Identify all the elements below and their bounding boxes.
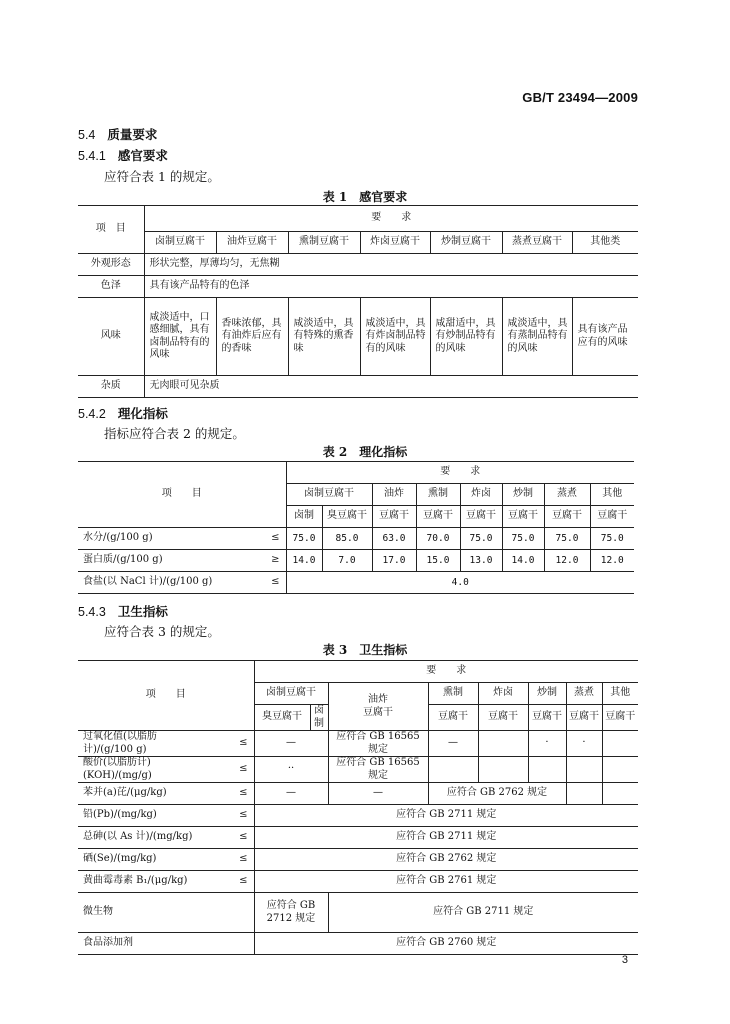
table3-cell [602,731,638,757]
section-title: 卫生指标 [117,604,168,619]
table1-cell: 具有该产品特有的色泽 [144,276,638,298]
table3-cell [428,757,478,783]
table2-req-header: 要 求 [286,462,634,484]
table3-col-sub: 卤制 [310,705,328,731]
table1-col: 炒制豆腐干 [430,232,502,254]
table3-cell: · [528,731,566,757]
table1-row-label: 外观形态 [78,254,144,276]
table1-cell: 咸淡适中，具有炸卤制品特有的风味 [360,298,430,376]
table2-col-top: 油炸 [372,484,416,506]
table1-col: 其他类 [572,232,638,254]
section-title: 质量要求 [107,127,158,142]
table3-row-sign: ≤ [208,805,254,827]
table3-row-label: 食品添加剂 [78,933,254,955]
table1-col: 卤制豆腐干 [144,232,216,254]
table2-cell: 14.0 [286,550,322,572]
table3-cell [478,731,528,757]
table2-col-bottom: 豆腐干 [544,506,590,528]
table1-item-header: 项 目 [78,206,144,254]
table3-cell [602,783,638,805]
table3-item-header: 项 目 [78,661,254,731]
table2-col-top: 熏制 [416,484,460,506]
table2-row-sign: ≤ [248,572,286,594]
table2-cell: 17.0 [372,550,416,572]
table2-cell: 85.0 [322,528,372,550]
table-sensory [78,205,638,398]
table3-col-fried-top: 油炸 [368,694,388,705]
table3-cell: 应符合 GB 2760 规定 [254,933,638,955]
table3-col-fried-bottom: 豆腐干 [363,706,393,718]
table3-row-label: 总砷(以 As 计)/(mg/kg) [78,827,208,849]
table3-cell: · [566,731,602,757]
table1-col: 油炸豆腐干 [216,232,288,254]
table2-cell: 4.0 [286,572,634,594]
section-number: 5.4 [78,128,96,142]
table3-col-group: 卤制豆腐干 [254,683,328,705]
table2-cell: 15.0 [416,550,460,572]
table1-cell: 咸淡适中，具有蒸制品特有的风味 [502,298,572,376]
table2-cell: 75.0 [286,528,322,550]
table3-row-label: 黄曲霉毒素 B₁/(μg/kg) [78,871,208,893]
table3-cell: 应符合 GB 2712 规定 [254,893,328,933]
table3-row-label: 微生物 [78,893,254,933]
table3-row-sign: ≤ [208,871,254,893]
table3-cell [566,757,602,783]
table3-col-sub: 臭豆腐干 [254,705,310,731]
table3-col-bottom: 豆腐干 [602,705,638,731]
table2-cell: 7.0 [322,550,372,572]
table3-row-label: 苯并(a)芘/(μg/kg) [78,783,208,805]
table2-cell: 13.0 [460,550,502,572]
table2-cell: 12.0 [590,550,634,572]
table3-col-top: 炒制 [528,683,566,705]
table3-caption: 表 3 卫生指标 [322,643,408,657]
table3-row-sign: ≤ [208,827,254,849]
table3-cell: 应符合 GB 16565 规定 [328,757,428,783]
table2-item-header: 项 目 [78,462,286,528]
table2-cell: 75.0 [502,528,544,550]
table3-col-bottom: 豆腐干 [428,705,478,731]
table1-row-label: 杂质 [78,376,144,398]
page-number: 3 [621,954,628,966]
table2-col-top: 其他 [590,484,634,506]
table2-col-bottom: 豆腐干 [502,506,544,528]
table3-cell [566,783,602,805]
table3-cell: 应符合 GB 2762 规定 [254,849,638,871]
table2-col-bottom: 豆腐干 [590,506,634,528]
table2-caption: 表 2 理化指标 [322,445,408,459]
table3-col-top: 蒸煮 [566,683,602,705]
table1-col: 熏制豆腐干 [288,232,360,254]
table2-col-top: 蒸煮 [544,484,590,506]
section-text: 应符合表 3 的规定。 [104,624,220,639]
section-number: 5.4.2 [78,407,106,421]
table2-col-top: 炸卤 [460,484,502,506]
table1-col: 炸卤豆腐干 [360,232,430,254]
table3-cell: 应符合 GB 2711 规定 [254,827,638,849]
table3-req-header: 要 求 [254,661,638,683]
standard-code: GB/T 23494—2009 [522,90,638,105]
table3-col-fried [328,683,428,731]
table3-cell: 应符合 GB 2762 规定 [428,783,566,805]
table2-cell: 70.0 [416,528,460,550]
table3-col-bottom: 豆腐干 [566,705,602,731]
section-title: 理化指标 [117,406,168,421]
table-hygiene [78,660,638,955]
section-text: 应符合表 1 的规定。 [104,169,220,184]
table2-col-bottom: 豆腐干 [460,506,502,528]
table3-cell [602,757,638,783]
table3-cell: — [328,783,428,805]
table3-row-sign: ≤ [208,757,254,783]
table1-cell: 咸甜适中，具有炒制品特有的风味 [430,298,502,376]
table3-row-label: 过氧化值(以脂肪计)/(g/100 g) [78,731,208,757]
section-title: 感官要求 [117,148,168,163]
table2-row-label: 水分/(g/100 g) [78,528,248,550]
table1-cell: 咸淡适中，具有特殊的熏香味 [288,298,360,376]
section-5-4-2 [78,404,168,422]
table1-cell: 香味浓郁，具有油炸后应有的香味 [216,298,288,376]
table3-col-bottom: 豆腐干 [478,705,528,731]
table3-cell [528,757,566,783]
table1-row-label: 色泽 [78,276,144,298]
table2-col-sub: 臭豆腐干 [322,506,372,528]
table2-col-bottom: 豆腐干 [416,506,460,528]
section-number: 5.4.3 [78,605,106,619]
table2-cell: 75.0 [460,528,502,550]
table3-cell: 应符合 GB 16565 规定 [328,731,428,757]
table3-row-label: 硒(Se)/(mg/kg) [78,849,208,871]
table3-cell: — [254,731,328,757]
section-5-4-1 [78,146,168,164]
table2-col-group: 卤制豆腐干 [286,484,372,506]
table3-col-top: 炸卤 [478,683,528,705]
table3-cell: ·· [254,757,328,783]
table1-cell: 无肉眼可见杂质 [144,376,638,398]
table3-cell: — [254,783,328,805]
table1-req-header: 要 求 [144,206,638,232]
section-number: 5.4.1 [78,149,106,163]
table3-cell: 应符合 GB 2711 规定 [328,893,638,933]
section-5-4-3 [78,602,168,620]
table3-row-sign: ≤ [208,849,254,871]
table2-col-top: 炒制 [502,484,544,506]
section-5-4 [78,125,157,143]
table1-cell: 咸淡适中，口感细腻，具有卤制品特有的风味 [144,298,216,376]
table2-col-sub: 卤制 [286,506,322,528]
table3-row-sign: ≤ [208,731,254,757]
table1-col: 蒸煮豆腐干 [502,232,572,254]
table2-cell: 12.0 [544,550,590,572]
table2-col-bottom: 豆腐干 [372,506,416,528]
table3-col-top: 熏制 [428,683,478,705]
table3-row-label: 酸价(以脂肪计)(KOH)/(mg/g) [78,757,208,783]
table2-cell: 14.0 [502,550,544,572]
table3-row-sign: ≤ [208,783,254,805]
table1-cell: 具有该产品应有的风味 [572,298,638,376]
table1-caption: 表 1 感官要求 [322,190,408,204]
table2-cell: 75.0 [590,528,634,550]
table2-cell: 63.0 [372,528,416,550]
table-physicochemical [78,461,634,594]
table3-cell [478,757,528,783]
table2-row-sign: ≤ [248,528,286,550]
table3-cell: — [428,731,478,757]
table2-row-sign: ≥ [248,550,286,572]
table1-row-label: 风味 [78,298,144,376]
section-text: 指标应符合表 2 的规定。 [104,426,245,441]
table2-row-label: 蛋白质/(g/100 g) [78,550,248,572]
table2-row-label: 食盐(以 NaCl 计)/(g/100 g) [78,572,248,594]
table3-row-label: 铅(Pb)/(mg/kg) [78,805,208,827]
table3-col-top: 其他 [602,683,638,705]
table2-cell: 75.0 [544,528,590,550]
table3-cell: 应符合 GB 2761 规定 [254,871,638,893]
table3-cell: 应符合 GB 2711 规定 [254,805,638,827]
table3-col-bottom: 豆腐干 [528,705,566,731]
table1-cell: 形状完整，厚薄均匀，无焦糊 [144,254,638,276]
